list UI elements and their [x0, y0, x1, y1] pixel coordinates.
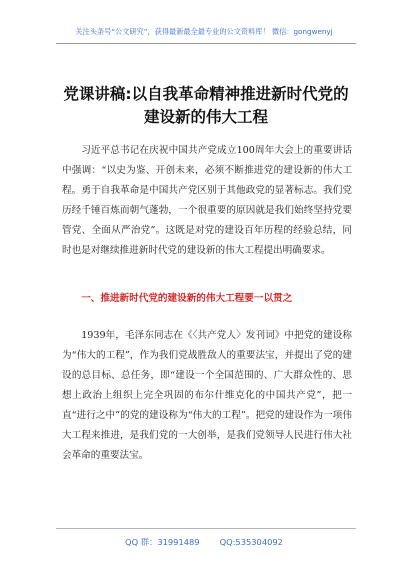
footer-qq-number[interactable]: QQ:535304092 — [219, 537, 283, 547]
section-heading-1: 一、推进新时代党的建设新的伟大工程要一以贯之 — [81, 293, 293, 304]
document-title: 党课讲稿:以自我革命精神推进新时代党的建设新的伟大工程 — [63, 85, 349, 126]
header-promo-note[interactable]: 关注头条号“公文研究”，获得最新最全最专业的公文资料库！ 微信：gongwenyj — [75, 27, 333, 36]
footer-qq-group[interactable]: QQ 群：31991489 — [125, 537, 200, 547]
paragraph-1939: 1939年，毛泽东同志在《〈共产党人〉发刊词》中把党的建设称为“伟大的工程”，作为我们党战胜敌人的重要法宝，并提出了党的建设的总目标、总任务，即“建设一个全国范围的、广大群众性的、思想上政治上组织上完全巩固的布尔什维克化的中国共产党”，把一直“进行之中”的党的建设称为“伟大的工程”。把党的建设作为一项伟大工程来推进，是我们党的一大创举，是我们党领导人民进行伟大社会革命的重要法宝。 — [62, 330, 352, 461]
paragraph-intro: 习近平总书记在庆祝中国共产党成立100周年大会上的重要讲话中强调：“以史为鉴、开创未来，必须不断推进党的建设新的伟大工程。勇于自我革命是中国共产党区别于其他政党的显著标志。我们党历经千锤百炼而朝气蓬勃，一个很重要的原因就是我们始终坚持党要管党、全面从严治党”。这既是对党的建设百年历程的经验总结，同时也是对继续推进新时代党的建设新的伟大工程提出明确要求。 — [62, 145, 352, 256]
footer-contacts — [0, 536, 408, 548]
header-divider — [56, 43, 356, 44]
footer-divider — [56, 528, 356, 529]
